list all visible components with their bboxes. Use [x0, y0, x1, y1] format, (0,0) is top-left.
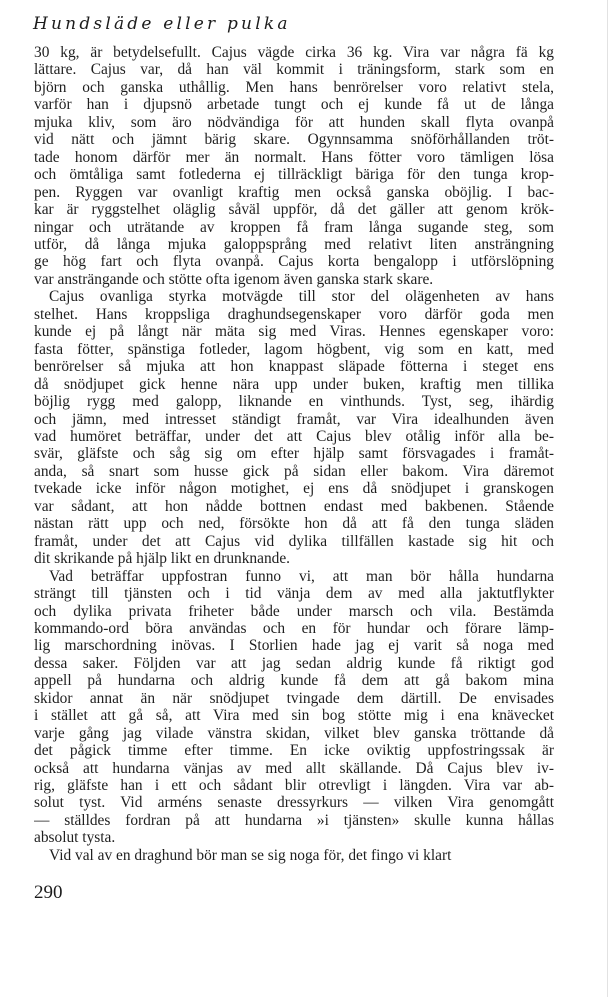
text-line: absolut tysta. — [34, 829, 116, 847]
text-line: vad humöret beträffar, under det att Cajus blev otålig inför alla be- — [34, 427, 554, 445]
text-line: var sådant, att hon nådde bottnen endast med bakbenen. Stående — [34, 497, 554, 515]
text-line: vid nätt och jämnt bärig skare. Ogynnsamma snöförhållanden tröt- — [34, 131, 554, 149]
text-line: lättare. Cajus var, då han väl kommit i träningsform, stark som en — [34, 61, 554, 79]
text-line: 30 kg, är betydelsefullt. Cajus vägde cirka 36 kg. Vira var några fä kg — [34, 44, 554, 61]
paragraph — [34, 44, 554, 288]
text-line: mjuka kliv, som äro nödvändiga för att hunden skall flyta ovanpå — [34, 113, 554, 131]
text-line: solut tyst. Vid arméns senaste dressyrkurs — vilken Vira genomgått — [34, 794, 554, 812]
text-line: fasta fötter, spänstiga fotleder, lagom högbent, vig som en katt, med — [34, 340, 554, 358]
page-number: 290 — [34, 882, 63, 903]
text-line: Vad beträffar uppfostran funno vi, att man bör hålla hundarna — [49, 567, 554, 585]
text-line: pen. Ryggen var ovanligt kraftig men också ganska oböjlig. I bac- — [34, 183, 554, 201]
text-line: lig marschordning inövas. I Storlien hade jag ej varit så noga med — [34, 637, 554, 655]
text-line: tade honom därför mer än normalt. Hans fötter voro tämligen lösa — [34, 148, 554, 166]
text-line: rig, gläfste han i ett och sådant blir otrevligt i längden. Vira var ab- — [34, 777, 554, 795]
text-line: tvekade icke inför någon motighet, ej ens då snödjupet i granskogen — [34, 480, 554, 498]
text-line: var ansträngande och stötte ofta igenom även ganska stark skare. — [34, 270, 434, 288]
text-line: kommando-ord böra användas och en för hundar och förare lämp- — [34, 619, 554, 637]
text-line: varför han i djupsnö arbetade tungt och ej kunde få ut de långa — [34, 96, 554, 114]
text-line: — ställdes fordran på att hundarna »i tjänsten» skulle kunna hållas — [34, 811, 554, 829]
paragraph — [34, 847, 554, 864]
text-line: böjlig rygg med galopp, liknande en vinthunds. Tyst, seg, ihärdig — [34, 393, 554, 411]
text-line: och jämn, med intresset ständigt framåt, var Vira idealhunden även — [34, 410, 554, 428]
text-line: appell på hundarna och aldrig kunde få dem att gå bakom mina — [34, 672, 554, 690]
text-line: Cajus ovanliga styrka motvägde till stor del olägenheten av hans — [49, 288, 554, 306]
text-line: kunde ej på långt när mäta sig med Viras. Hennes egenskaper voro: — [34, 323, 554, 341]
text-line: Vid val av en draghund bör man se sig noga för, det fingo vi klart — [49, 846, 452, 864]
text-line: i stället att gå så, att Vira med sin bog stötte mig i ena knävecket — [34, 707, 554, 725]
text-line: ningar och uträtande av kroppen få fram långa sugande steg, som — [34, 218, 554, 236]
text-line: skidor annat än när snödjupet tvingade dem därtill. De envisades — [34, 689, 554, 707]
text-line: stelhet. Hans kroppsliga draghundsegenskaper voro därför goda men — [34, 305, 554, 323]
paragraph — [34, 288, 554, 567]
text-line: framåt, under det att Cajus vid dylika tillfällen kastade sig hit och — [34, 532, 554, 550]
text-line: anda, så snart som husse gick på sidan eller bakom. Vira däremot — [34, 462, 554, 480]
paragraph — [34, 568, 554, 847]
page-edge — [607, 0, 608, 997]
text-line: utför, då långa mjuka galoppsprång med relativt liten ansträngning — [34, 235, 554, 253]
running-header: Hundsläde eller pulka — [33, 14, 291, 34]
text-line: dit skrikande på hjälp likt en drunknande. — [34, 550, 291, 568]
text-line: då snödjupet gick henne nära upp under buken, kraftig men tillika — [34, 375, 554, 393]
text-line: också att hundarna vänjas av med allt skällande. Då Cajus blev iv- — [34, 759, 554, 777]
text-line: och ömtåliga samt fotlederna ej tillräckligt bäriga för den tunga krop- — [34, 166, 554, 184]
text-line: nästan rätt upp och ned, försökte hon då att få den tunga släden — [34, 515, 554, 533]
body-text — [34, 44, 554, 864]
text-line: ge hög fart och flyta ovanpå. Cajus korta bengalopp i utförslöpning — [34, 253, 554, 271]
text-line: dessa saker. Följden var att jag sedan aldrig kunde få riktigt god — [34, 654, 554, 672]
text-line: benrörelser så mjuka att hon knappast släpade fötterna i steget ens — [34, 358, 554, 376]
text-line: kar är ryggstelhet oläglig såväl uppför, då det gäller att genom krök- — [34, 201, 554, 219]
text-line: och dylika privata friheter både under marsch och vila. Bestämda — [34, 602, 554, 620]
text-line: strängt till tjänsten och i tid vänja dem av med alla jaktutflykter — [34, 585, 554, 603]
text-line: varje gång jag vilade vänstra skidan, vilket blev ganska tröttande då — [34, 724, 554, 742]
text-line: det pågick timme efter timme. En icke oviktig uppfostringssak är — [34, 742, 554, 760]
text-line: björn och ganska uthållig. Men hans benrörelser voro relativt stela, — [34, 78, 554, 96]
text-line: svär, gläfste och såg sig om efter hjälp samt försvagades i framåt- — [34, 445, 554, 463]
